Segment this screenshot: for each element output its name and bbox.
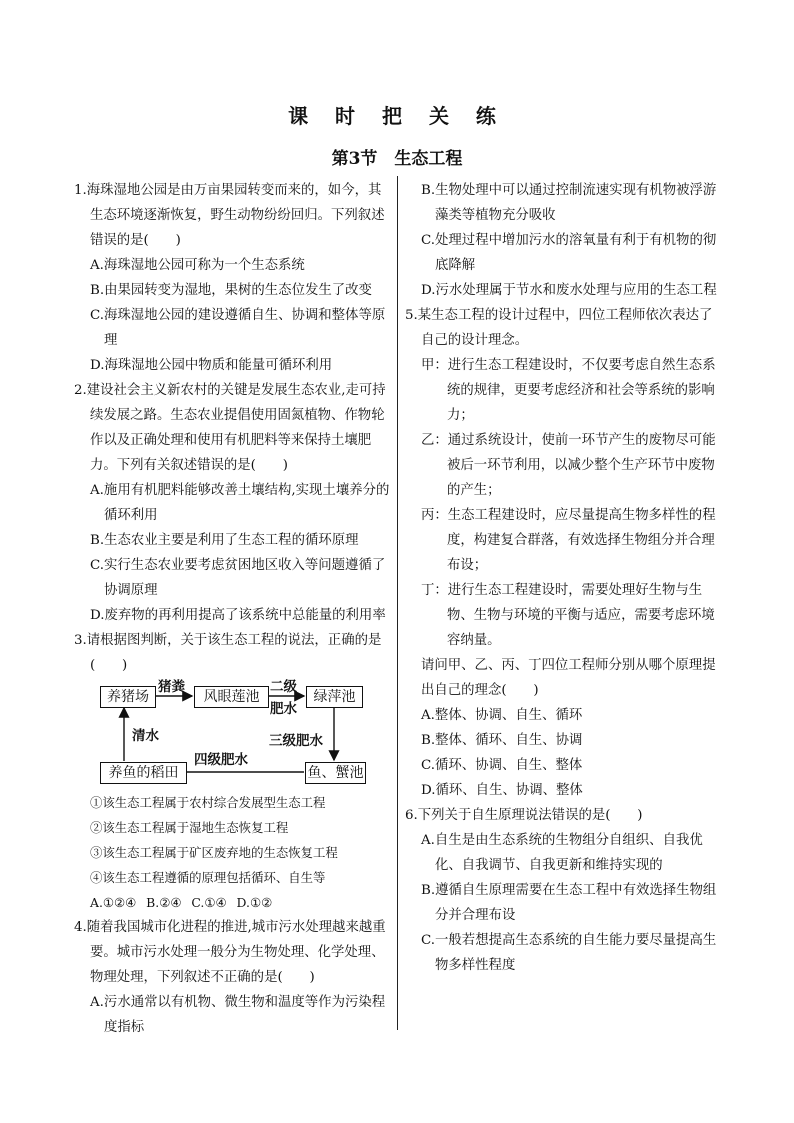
- question-6-stem: 6.下列关于自生原理说法错误的是( ): [405, 808, 643, 823]
- question-5-option-c: C.循环、协调、自生、整体: [421, 758, 583, 773]
- question-2-option-c: C.实行生态农业要考虑贫困地区收入等问题遵循了协调原理: [90, 558, 386, 598]
- question-5-idea-jia: 甲：进行生态工程建设时，不仅要考虑自然生态系统的规律，更要考虑经济和社会等系统的影响力；: [421, 358, 716, 423]
- question-3-choice-a: A.①②④: [90, 895, 137, 910]
- question-3-statement-1: ①该生态工程属于农村综合发展型生态工程: [90, 795, 326, 810]
- label-quaternary-fertilizer: 四级肥水: [194, 752, 248, 768]
- question-3-statement-3: ③该生态工程属于矿区废弃地的生态恢复工程: [90, 845, 338, 860]
- question-1-option-d: D.海珠湿地公园中物质和能量可循环利用: [90, 358, 333, 373]
- question-5: [405, 303, 725, 803]
- node-pig-farm: 养猪场: [100, 686, 156, 708]
- question-5-stem: 5.某生态工程的设计过程中，四位工程师依次表达了自己的设计理念。: [405, 308, 713, 348]
- question-3-choice-b: B.②④: [146, 895, 182, 910]
- question-3-choice-d: D.①②: [236, 895, 273, 910]
- node-lotus-pond: 风眼莲池: [194, 686, 269, 708]
- left-column: [74, 178, 390, 1040]
- right-column: [405, 178, 725, 978]
- question-5-option-a: A.整体、协调、自生、循环: [421, 708, 583, 723]
- node-fish-rice-field: 养鱼的稻田: [100, 762, 187, 784]
- node-fish-crab-pond: 鱼、蟹池: [305, 762, 366, 784]
- question-6-option-c: C.一般若想提高生态系统的自生能力要尽量提高生物多样性程度: [421, 933, 717, 973]
- question-5-idea-ding: 丁：进行生态工程建设时，需要处理好生物与生物、生物与环境的平衡与适应，需要考虑环境容纳量。: [421, 583, 715, 648]
- question-5-option-d: D.循环、自生、协调、整体: [421, 783, 583, 798]
- question-2-stem: 2.建设社会主义新农村的关键是发展生态农业,走可持续发展之路。生态农业提倡使用固氮植物、作物轮作以及正确处理和使用有机肥料等来保持土壤肥力。下列有关叙述错误的是( ): [74, 383, 386, 473]
- question-3-choices: [74, 890, 390, 915]
- question-2: [74, 378, 390, 628]
- question-6: [405, 803, 725, 978]
- question-1-stem: 1.海珠湿地公园是由万亩果园转变而来的，如今，其生态环境逐渐恢复，野生动物纷纷回归。下列叙述错误的是( ): [74, 183, 385, 248]
- question-4-option-c: C.处理过程中增加污水的溶氧量有利于有机物的彻底降解: [421, 233, 717, 273]
- question-4-continued: [405, 178, 725, 303]
- question-6-option-b: B.遵循自生原理需要在生态工程中有效选择生物组分并合理布设: [421, 883, 717, 923]
- question-5-option-b: B.整体、循环、自生、协调: [421, 733, 583, 748]
- question-3-statement-2: ②该生态工程属于湿地生态恢复工程: [90, 820, 289, 835]
- question-1-option-b: B.由果园转变为湿地，果树的生态位发生了改变: [90, 283, 372, 298]
- question-4-option-b: B.生物处理中可以通过控制流速实现有机物被浮游藻类等植物充分吸收: [421, 183, 717, 223]
- question-4-option-d: D.污水处理属于节水和废水处理与应用的生态工程: [421, 283, 717, 298]
- question-5-question: 请问甲、乙、丙、丁四位工程师分别从哪个原理提出自己的理念( ): [421, 658, 716, 698]
- node-duckweed-pond: 绿萍池: [306, 686, 363, 708]
- question-3-stem: 3.请根据图判断，关于该生态工程的说法，正确的是( ): [74, 633, 382, 673]
- ecological-flow-diagram: [74, 681, 390, 787]
- question-5-idea-yi: 乙：通过系统设计，使前一环节产生的废物尽可能被后一环节利用，以减少整个生产环节中废物的产生；: [421, 433, 716, 498]
- question-2-option-d: D.废弃物的再利用提高了该系统中总能量的利用率: [90, 608, 386, 623]
- page-title: 课 时 把 关 练: [288, 104, 506, 128]
- question-1-option-a: A.海珠湿地公园可称为一个生态系统: [90, 258, 305, 273]
- question-5-idea-bing: 丙：生态工程建设时，应尽量提高生物多样性的程度，构建复合群落，有效选择生物组分并合理布设；: [421, 508, 716, 573]
- label-secondary-bottom: 肥水: [270, 701, 297, 717]
- label-tertiary-fertilizer: 三级肥水: [269, 733, 323, 749]
- question-3-statement-4: ④该生态工程遵循的原理包括循环、自生等: [90, 870, 326, 885]
- section-title: 第3节 生态工程: [331, 149, 463, 169]
- question-1: [74, 178, 390, 378]
- label-clean-water: 清水: [132, 728, 159, 744]
- column-divider: [397, 176, 398, 1030]
- question-6-option-a: A.自生是由生态系统的生物组分自组织、自我优化、自我调节、自我更新和维持实现的: [421, 833, 703, 873]
- question-3: [74, 628, 390, 915]
- question-4-stem: 4.随着我国城市化进程的推进,城市污水处理越来越重要。城市污水处理一般分为生物处理、化学处理、物理处理，下列叙述不正确的是( ): [74, 920, 386, 985]
- question-4: [74, 915, 390, 1040]
- label-secondary-top: 二级: [270, 679, 297, 695]
- label-pig-manure: 猪粪: [158, 679, 185, 695]
- question-2-option-a: A.施用有机肥料能够改善土壤结构,实现土壤养分的循环利用: [90, 483, 390, 523]
- question-2-option-b: B.生态农业主要是利用了生态工程的循环原理: [90, 533, 359, 548]
- question-4-option-a: A.污水通常以有机物、微生物和温度等作为污染程度指标: [90, 995, 386, 1035]
- question-3-choice-c: C.①④: [191, 895, 227, 910]
- question-1-option-c: C.海珠湿地公园的建设遵循自生、协调和整体等原理: [90, 308, 386, 348]
